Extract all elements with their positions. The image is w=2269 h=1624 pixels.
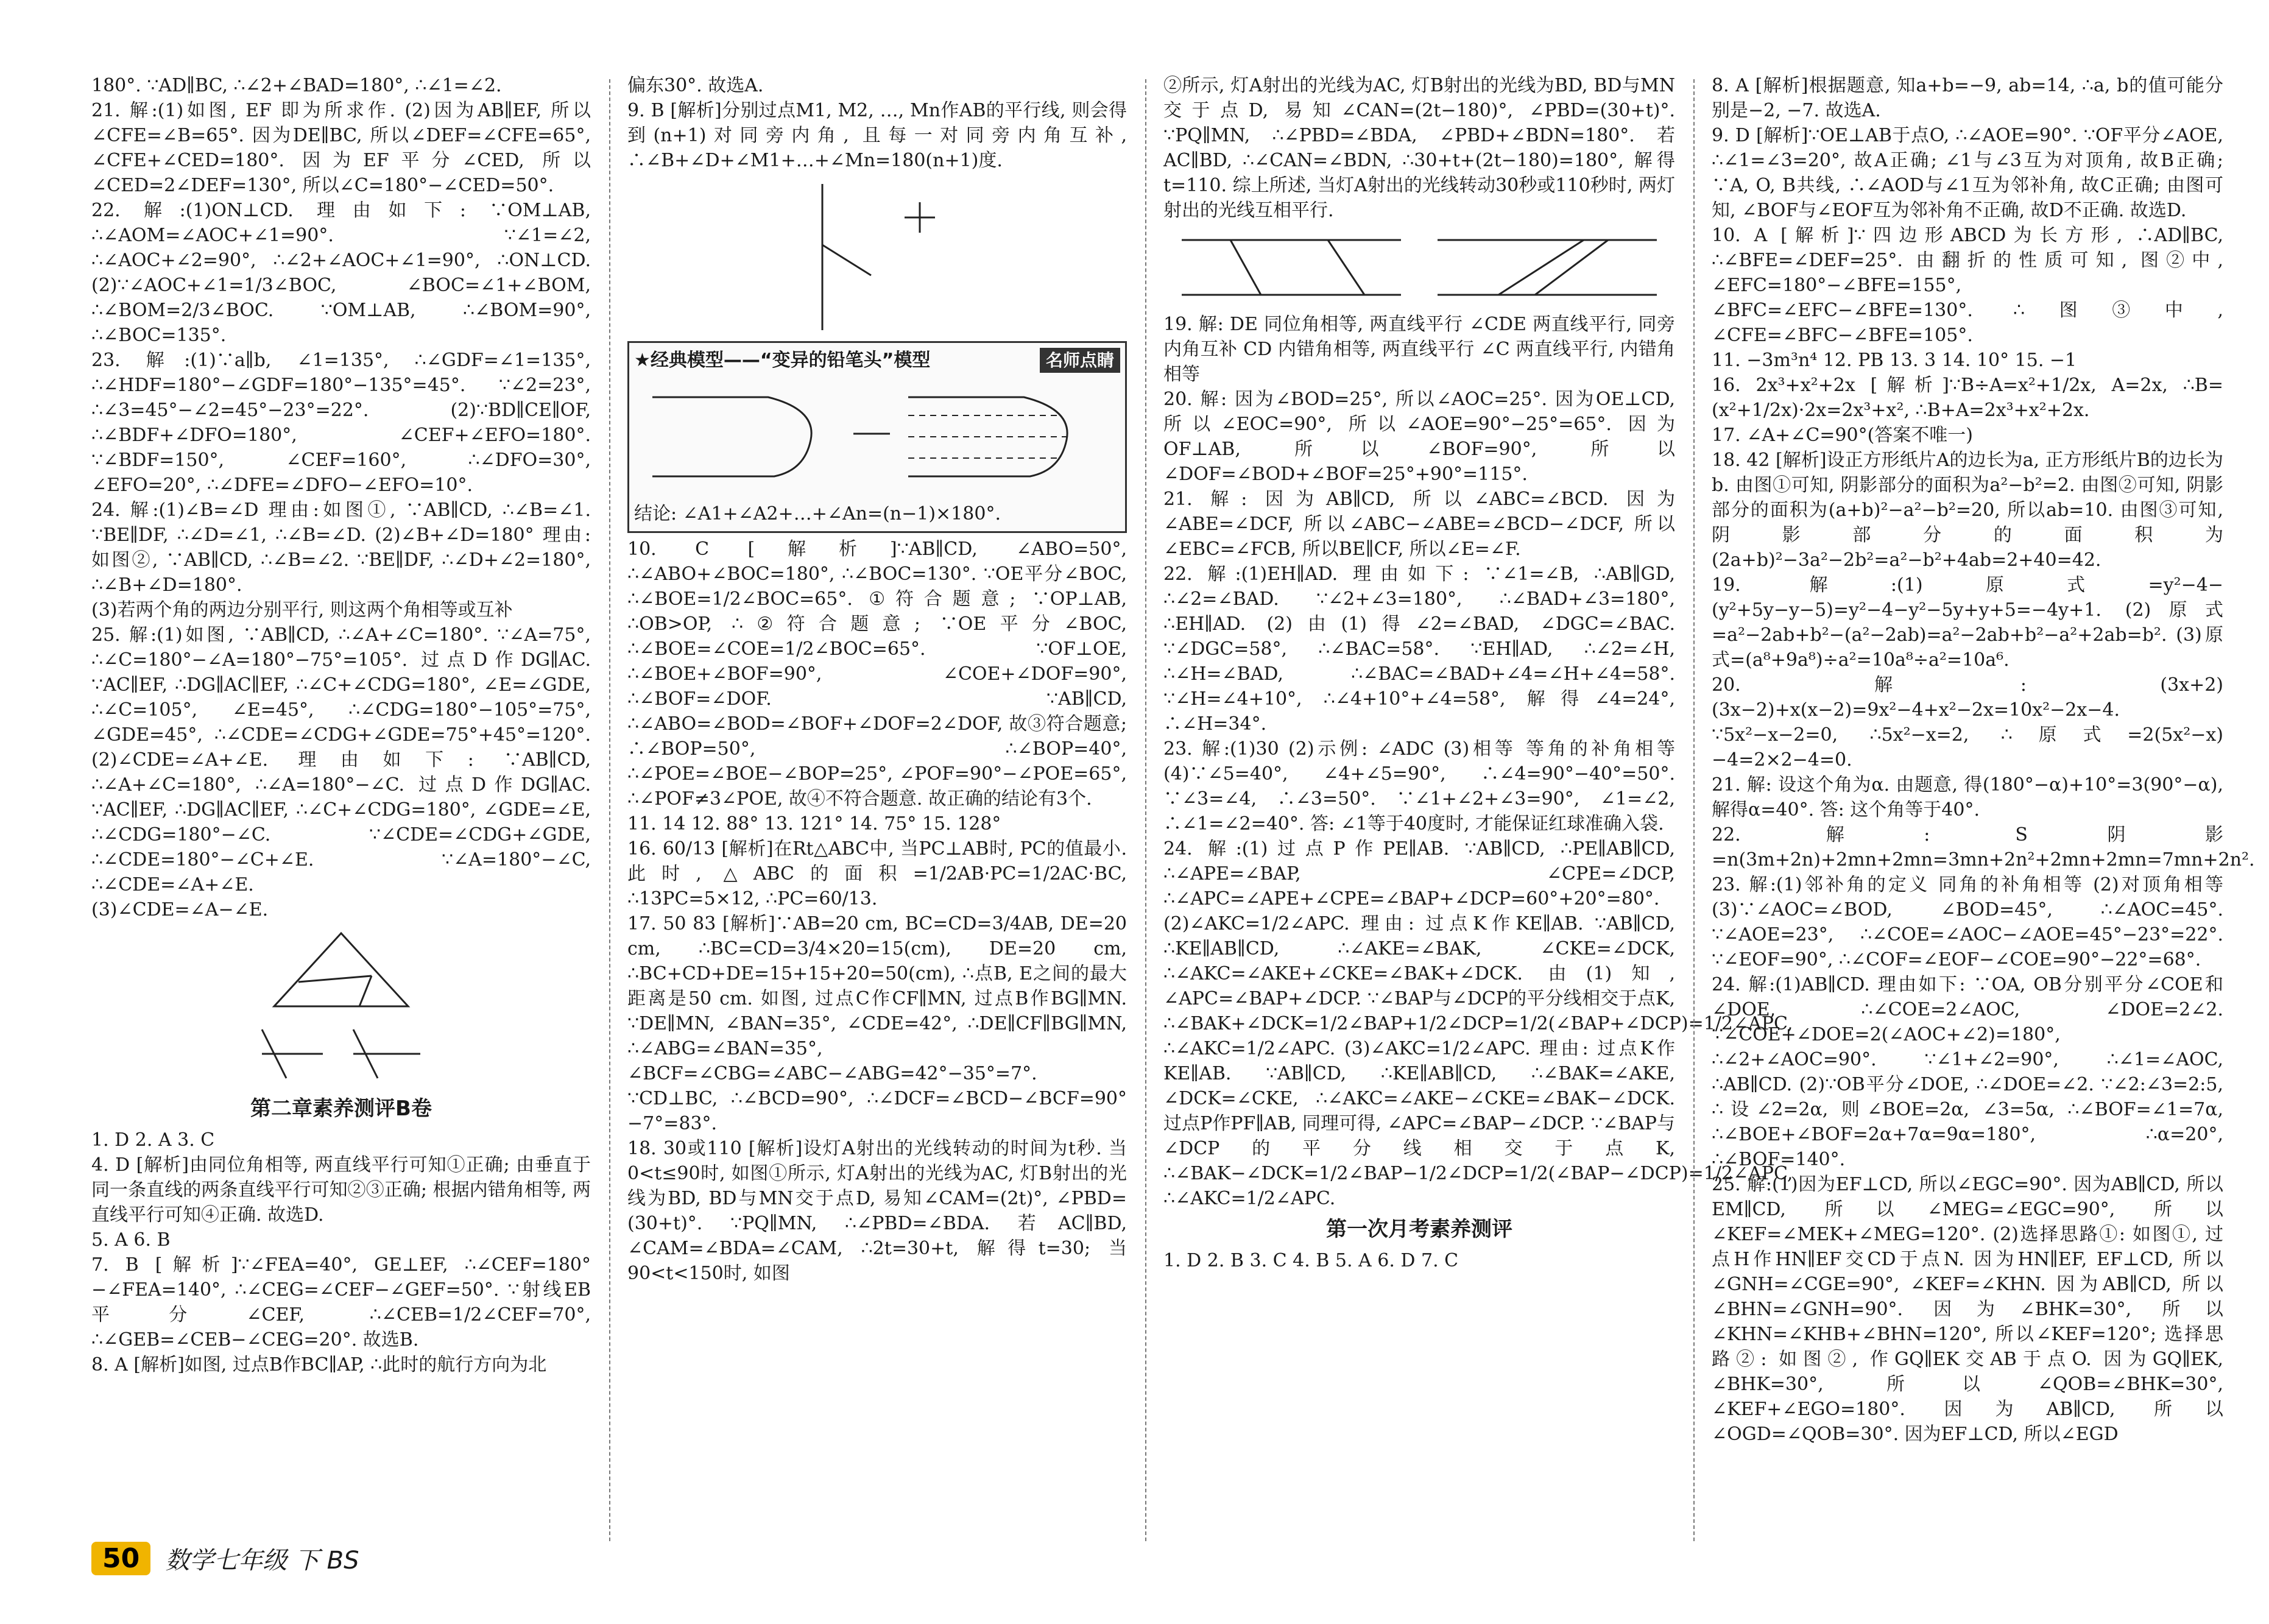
page-footer <box>91 1541 359 1576</box>
answer-paragraph: 22. 解:(1)EH∥AD. 理由如下: ∵∠1=∠B, ∴AB∥GD, ∴∠2=∠BAD. ∵∠2+∠3=180°, ∴∠BAD+∠3=180°, ∴EH∥AD. (2)由(1)得∠2=∠BAD, ∠DGC=∠BAC. ∵∠DGC=58°, ∴∠BAC=58°. ∵EH∥AD, ∴∠2=∠H, ∴∠H=∠BAD, ∴∠BAC=∠BAD+∠4=∠H+∠4=58°. ∵∠H=∠4+10°, ∴∠4+10°+∠4=58°, 解得∠4=24°, ∴∠H=34°. <box>1163 563 1675 735</box>
answer-paragraph: (3)∠CDE=∠A−∠E. <box>91 899 269 920</box>
classic-model-box <box>627 341 1127 533</box>
column-divider <box>1693 79 1695 1541</box>
column-4-body <box>1712 73 2255 1447</box>
answer-paragraph: 21. 解: 设这个角为α. 由题意, 得(180°−α)+10°=3(90°−α), 解得α=40°. 答: 这个角等于40°. <box>1712 774 2223 821</box>
answer-paragraph: 21. 解:(1)如图, EF 即为所求作. (2)因为AB∥EF, 所以∠CFE=∠B=65°. 因为DE∥BC, 所以∠DEF=∠CFE=65°, ∠CFE+∠CED=180°. 因为EF平分∠CED, 所以∠CED=2∠DEF=130°, 所以∠C=180°−∠CED=50°. <box>91 100 591 196</box>
answer-paragraph: 22. 解: S阴影=n(3m+2n)+2mn+2mn=3mn+2n²+2mn+2mn=7mn+2n². <box>1712 824 2255 870</box>
answer-paragraph: 23. 解:(1)∵a∥b, ∠1=135°, ∴∠GDF=∠1=135°, ∴∠HDF=180°−∠GDF=180°−135°=45°. ∵∠2=23°, ∴∠3=45°−∠2=45°−23°=22°. (2)∵BD∥CE∥OF, ∴∠BDF+∠DFO=180°, ∠CEF+∠EFO=180°. ∵∠BDF=150°, ∠CEF=160°, ∴∠DFO=30°, ∠EFO=20°, ∴∠DFE=∠DFO−∠EFO=10°. <box>91 350 591 496</box>
column-divider <box>609 79 610 1541</box>
answer-paragraph: 1. D 2. B 3. C 4. B 5. A 6. D 7. C <box>1163 1250 1459 1271</box>
column-3 <box>1163 73 1793 1547</box>
section-heading-monthly: 第一次月考素养测评 <box>1326 1217 1512 1241</box>
answer-paragraph: 24. 解:(1)AB∥CD. 理由如下: ∵OA, OB分别平分∠COE和∠DOE, ∴∠COE=2∠AOC, ∠DOE=2∠2. ∵∠COE+∠DOE=2(∠AOC+∠2)=180°, ∴∠2+∠AOC=90°. ∵∠1+∠2=90°, ∴∠1=∠AOC, ∴AB∥CD. (2)∵OB平分∠DOE, ∴∠DOE=∠2. ∵∠2:∠3=2:5, ∴设∠2=2α, 则∠BOE=2α, ∠3=5α, ∴∠BOF=∠1=7α, ∴∠BOE+∠BOF=2α+7α=9α=180°, ∴α=20°, ∴∠BOF=140°. <box>1712 974 2223 1170</box>
answer-paragraph: 17. ∠A+∠C=90°(答案不唯一) <box>1712 425 1973 446</box>
answer-paragraph: 17. 50 83 [解析]∵AB=20 cm, BC=CD=3/4AB, DE=20 cm, ∴BC=CD=3/4×20=15(cm), DE=20 cm, ∴BC+CD+DE=15+15+20=50(cm), ∴点B, E之间的最大距离是50 cm. 如图, 过点C作CF∥MN, 过点B作BG∥MN. ∵DE∥MN, ∠BAN=35°, ∠CDE=42°, ∴DE∥CF∥BG∥MN, ∴∠ABG=∠BAN=35°, ∠BCF=∠CBG=∠ABC−∠ABG=42°−35°=7°. ∵CD⊥BC, ∴∠BCD=90°, ∴∠DCF=∠BCD−∠BCF=90°−7°=83°. <box>627 913 1127 1134</box>
answer-paragraph: 5. A 6. B <box>91 1229 171 1251</box>
column-1-answers <box>91 1128 591 1377</box>
answer-paragraph: ②所示, 灯A射出的光线为AC, 灯B射出的光线为BD, BD与MN交于点D, 易知∠CAN=(2t−180)°, ∠PBD=(30+t)°. ∵PQ∥MN, ∴∠PBD=∠BDA, ∠PBD+∠BDN=180°. 若AC∥BD, ∴∠CAN=∠BDN, ∴30+t+(2t−180)=180°, 解得t=110. 综上所述, 当灯A射出的光线转动30秒或110秒时, 两灯射出的光线互相平行. <box>1163 75 1675 221</box>
answer-paragraph: 24. 解:(1)∠B=∠D 理由:如图①, ∵AB∥CD, ∴∠B=∠1. ∵BE∥DF, ∴∠D=∠1, ∴∠B=∠D. (2)∠B+∠D=180° 理由:如图②, ∵AB∥CD, ∴∠B=∠2. ∵BE∥DF, ∴∠D+∠2=180°, ∴∠B+∠D=180°. <box>91 500 591 596</box>
model-conclusion: 结论: ∠A1+∠A2+…+∠An=(n−1)×180°. <box>634 503 1001 524</box>
answer-paragraph: (3)若两个角的两边分别平行, 则这两个角相等或互补 <box>91 599 513 621</box>
figure-compass <box>627 178 1127 336</box>
answer-paragraph: 19. 解: DE 同位角相等, 两直线平行 ∠CDE 两直线平行, 同旁内角互补 CD 内错角相等, 两直线平行 ∠C 两直线平行, 内错角相等 <box>1163 314 1675 385</box>
figure-parallel-angles <box>91 1017 591 1090</box>
column-1 <box>91 73 591 1547</box>
pencil-model-figure <box>634 373 1109 495</box>
model-header <box>634 348 1120 373</box>
model-title: ★经典模型——“变异的铅笔头”模型 <box>634 350 931 371</box>
column-2 <box>627 73 1127 1547</box>
answer-paragraph: 21. 解: 因为AB∥CD, 所以∠ABC=∠BCD. 因为∠ABE=∠DCF, 所以∠ABC−∠ABE=∠BCD−∠DCF, 所以∠EBC=∠FCB, 所以BE∥CF, 所以∠E=∠F. <box>1163 489 1675 560</box>
answer-paragraph: 16. 60/13 [解析]在Rt△ABC中, 当PC⊥AB时, PC的值最小. 此时, △ABC的面积=1/2AB·PC=1/2AC·BC, ∴13PC=5×12, ∴PC=60/13. <box>627 838 1127 909</box>
column-1-body <box>91 73 591 922</box>
answer-paragraph: 18. 42 [解析]设正方形纸片A的边长为a, 正方形纸片B的边长为b. 由图①可知, 阴影部分的面积为a²−b²=2. 由图②可知, 阴影部分的面积为(a+b)²−a²−b²=20, 所以ab=10. 由图③可知, 阴影部分的面积为(2a+b)²−3a²−2b²=a²−b²+4ab=2+40=42. <box>1712 450 2223 571</box>
answer-paragraph: 24. 解:(1)过点P作PE∥AB. ∵AB∥CD, ∴PE∥AB∥CD, ∴∠APE=∠BAP, ∠CPE=∠DCP, ∴∠APC=∠APE+∠CPE=∠BAP+∠DCP=60°+20°=80°. <box>1163 838 1675 909</box>
column-4 <box>1712 73 2255 1547</box>
answer-paragraph: 22. 解:(1)ON⊥CD. 理由如下: ∵OM⊥AB, ∴∠AOM=∠AOC+∠1=90°. ∵∠1=∠2, ∴∠AOC+∠2=90°, ∴∠2+∠AOC+∠1=90°, ∴ON⊥CD. (2)∵∠AOC+∠1=1/3∠BOC, ∠BOC=∠1+∠BOM, ∴∠BOM=2/3∠BOC. ∵OM⊥AB, ∴∠BOM=90°, ∴∠BOC=135°. <box>91 200 591 346</box>
answer-paragraph: 25. 解:(1)如图, ∵AB∥CD, ∴∠A+∠C=180°. ∵∠A=75°, ∴∠C=180°−∠A=180°−75°=105°. 过点D作DG∥AC. ∵AC∥EF, ∴DG∥AC∥EF, ∴∠C+∠CDG=180°, ∠E=∠GDE, ∴∠C=105°, ∠E=45°, ∴∠CDG=180°−105°=75°, ∠GDE=45°, ∴∠CDE=∠CDG+∠GDE=75°+45°=120°. (2)∠CDE=∠A+∠E. 理由如下: ∵AB∥CD, ∴∠A+∠C=180°, ∴∠A=180°−∠C. 过点D作DG∥AC. ∵AC∥EF, ∴DG∥AC∥EF, ∴∠C+∠CDG=180°, ∠GDE=∠E, ∴∠CDG=180°−∠C. ∵∠CDE=∠CDG+∠GDE, ∴∠CDE=180°−∠C+∠E. ∵∠A=180°−∠C, ∴∠CDE=∠A+∠E. <box>91 624 591 895</box>
answer-paragraph: 7. B [解析]∵∠FEA=40°, GE⊥EF, ∴∠CEF=180°−∠FEA=140°, ∴∠CEG=∠CEF−∠GEF=50°. ∵射线EB平分∠CEF, ∴∠CEB=1/2∠CEF=70°, ∴∠GEB=∠CEB−∠CEG=20°. 故选B. <box>91 1254 591 1350</box>
column-divider <box>1145 79 1146 1541</box>
answer-paragraph: 8. A [解析]如图, 过点B作BC∥AP, ∴此时的航行方向为北 <box>91 1354 547 1375</box>
answer-paragraph: 180°. ∵AD∥BC, ∴∠2+∠BAD=180°, ∴∠1=∠2. <box>91 75 502 96</box>
column-3-answers <box>1163 1248 1675 1273</box>
answer-paragraph: 11. −3m³n⁴ 12. PB 13. 3 14. 10° 15. −1 <box>1712 350 2077 371</box>
answer-paragraph: 1. D 2. A 3. C <box>91 1129 215 1151</box>
answer-paragraph: 10. C [解析]∵AB∥CD, ∠ABO=50°, ∴∠ABO+∠BOC=180°, ∴∠BOC=130°. ∵OE平分∠BOC, ∴∠BOE=1/2∠BOC=65°. ①符合题意; ∵OP⊥AB, ∴OB>OP, ∴②符合题意; ∵OE平分∠BOC, ∴∠BOE=∠COE=1/2∠BOC=65°. ∵OF⊥OE, ∴∠BOE+∠BOF=90°, ∠COE+∠DOF=90°, ∴∠BOF=∠DOF. ∵AB∥CD, ∴∠ABO=∠BOD=∠BOF+∠DOF=2∠DOF, 故③符合题意; ∴∠BOP=50°, ∴∠BOP=40°, ∴∠POE=∠BOE−∠BOP=25°, ∠POF=90°−∠POE=65°, ∴∠POF≠3∠POE, 故④不符合题意. 故正确的结论有3个. <box>627 538 1127 810</box>
page-number: 50 <box>91 1542 150 1575</box>
answer-paragraph: 18. 30或110 [解析]设灯A射出的光线转动的时间为t秒. 当0<t≤90时, 如图①所示, 灯A射出的光线为AC, 灯B射出的光线为BD, BD与MN交于点D, 易知∠CAM=(2t)°, ∠PBD=(30+t)°. ∵PQ∥MN, ∴∠PBD=∠BDA. 若AC∥BD, ∠CAM=∠BDA=∠CAM, ∴2t=30+t, 解得t=30; 当90<t<150时, 如图 <box>627 1138 1127 1284</box>
column-2-answers <box>627 537 1127 1286</box>
answer-paragraph: 20. 解: 因为∠BOD=25°, 所以∠AOC=25°. 因为OE⊥CD, 所以∠EOC=90°, 所以∠AOE=90°−25°=65°. 因为OF⊥AB, 所以∠BOF=90°, 所以∠DOF=∠BOD+∠BOF=25°+90°=115°. <box>1163 389 1675 485</box>
answer-paragraph: 9. D [解析]∵OE⊥AB于点O, ∴∠AOE=90°. ∵OF平分∠AOE, ∴∠1=∠3=20°, 故A正确; ∠1与∠3互为对顶角, 故B正确; ∵A, O, B共线, ∴∠AOD与∠1互为邻补角, 故C正确; 由图可知, ∠BOF与∠EOF互为邻补角不正确, 故D不正确. 故选D. <box>1712 125 2223 221</box>
answer-paragraph: 19. 解:(1)原式=y²−4−(y²+5y−y−5)=y²−4−y²−5y+y+5=−4y+1. (2)原式=a²−2ab+b²−(a²−2ab)=a²−2ab+b²−a²+2ab=b². (3)原式=(a⁸+9a⁸)÷a²=10a⁸÷a²=10a⁶. <box>1712 574 2223 671</box>
answer-paragraph: 23. 解:(1)邻补角的定义 同角的补角相等 (2)对顶角相等 (3)∵∠AOC=∠BOD, ∠BOD=45°, ∴∠AOC=45°. ∵∠AOE=23°, ∴∠COE=∠AOC−∠AOE=45°−23°=22°. ∵∠EOF=90°, ∴∠COF=∠EOF−∠COE=90°−22°=68°. <box>1712 874 2223 970</box>
answer-paragraph: 16. 2x³+x²+2x [解析]∵B÷A=x²+1/2x, A=2x, ∴B=(x²+1/2x)·2x=2x³+x², ∴B+A=2x³+x²+2x. <box>1712 375 2223 421</box>
figure-triangle <box>91 927 591 1012</box>
answer-paragraph: 23. 解:(1)30 (2)示例: ∠ADC (3)相等 等角的补角相等 (4)∵∠5=40°, ∠4+∠5=90°, ∴∠4=90°−40°=50°. ∵∠3=∠4, ∴∠3=50°. ∵∠1+∠2+∠3=90°, ∠1=∠2, ∴∠1=∠2=40°. 答: ∠1等于40度时, 才能保证红球准确入袋. <box>1163 738 1675 835</box>
model-badge: 名师点睛 <box>1040 348 1120 373</box>
answer-paragraph: 25. 解:(1)因为EF⊥CD, 所以∠EGC=90°. 因为AB∥CD, 所以EM∥CD, 所以∠MEG=∠EGC=90°, 所以∠KEF=∠MEK+∠MEG=120°. (2)选择思路①: 如图①, 过点H作HN∥EF交CD于点N. 因为HN∥EF, EF⊥CD, 所以∠GNH=∠CGE=90°, ∠KEF=∠KHN. 因为AB∥CD, 所以∠BHN=∠GNH=90°. 因为∠BHK=30°, 所以∠KHN=∠KHB+∠BHN=120°, 所以∠KEF=120°; 选择思路②: 如图②, 作GQ∥EK交AB于点O. 因为GQ∥EK, ∠BHK=30°, 所以∠QOB=∠BHK=30°, ∠KEF+∠EGO=180°. 因为AB∥CD, 所以∠OGD=∠QOB=30°. 因为EF⊥CD, 所以∠EGD <box>1712 1174 2223 1445</box>
book-title: 数学七年级 下 BS <box>165 1547 359 1575</box>
section-heading-b: 第二章素养测评B卷 <box>250 1096 432 1121</box>
answer-paragraph: (2)∠AKC=1/2∠APC. 理由: 过点K作KE∥AB. ∵AB∥CD, ∴KE∥AB∥CD, ∴∠AKE=∠BAK, ∠CKE=∠DCK, ∴∠AKC=∠AKE+∠CKE=∠BAK+∠DCK. 由(1)知, ∠APC=∠BAP+∠DCP. ∵∠BAP与∠DCP的平分线相交于点K, ∴∠BAK+∠DCK=1/2∠BAP+1/2∠DCP=1/2(∠BAP+∠DCP)=1/2∠APC, ∴∠AKC=1/2∠APC. (3)∠AKC=1/2∠APC. 理由: 过点K作KE∥AB. ∵AB∥CD, ∴KE∥AB∥CD, ∴∠BAK=∠AKE, ∠DCK=∠CKE, ∴∠AKC=∠AKE−∠CKE=∠BAK−∠DCK. 过点P作PF∥AB, 同理可得, ∠APC=∠BAP−∠DCP. ∵∠BAP与∠DCP的平分线相交于点K, ∴∠BAK−∠DCK=1/2∠BAP−1/2∠DCP=1/2(∠BAP−∠DCP)=1/2∠APC, ∴∠AKC=1/2∠APC. <box>1163 913 1793 1209</box>
answer-paragraph: 20. 解: (3x+2)(3x−2)+x(x−2)=9x²−4+x²−2x=10x²−2x−4. ∵5x²−x−2=0, ∴5x²−x=2, ∴原式=2(5x²−x)−4=2×2−4=0. <box>1712 674 2223 771</box>
answer-paragraph: 10. A [解析]∵四边形ABCD为长方形, ∴AD∥BC, ∴∠BFE=∠DEF=25°. 由翻折的性质可知, 图②中, ∠EFC=180°−∠BFE=155°, ∠BFC=∠EFC−∠BFE=130°. ∴图③中, ∠CFE=∠BFC−∠BFE=105°. <box>1712 225 2223 346</box>
answer-paragraph: 8. A [解析]根据题意, 知a+b=−9, ab=14, ∴a, b的值可能分别是−2, −7. 故选A. <box>1712 75 2223 121</box>
answer-paragraph: 9. B [解析]分别过点M1, M2, …, Mn作AB的平行线, 则会得到(n+1)对同旁内角, 且每一对同旁内角互补, ∴∠B+∠D+∠M1+…+∠Mn=180(n+1)度. <box>627 100 1127 171</box>
answer-paragraph: 4. D [解析]由同位角相等, 两直线平行可知①正确; 由垂直于同一条直线的两条直线平行可知②③正确; 根据内错角相等, 两直线平行可知④正确. 故选D. <box>91 1154 591 1226</box>
answer-paragraph: 11. 14 12. 88° 13. 121° 14. 75° 15. 128° <box>627 813 1001 835</box>
column-3-intro <box>1163 73 1675 223</box>
figure-parallel-lights <box>1163 228 1675 307</box>
answer-paragraph: 偏东30°. 故选A. <box>627 75 764 96</box>
column-3-body <box>1163 312 1793 1211</box>
column-2-body <box>627 73 1127 173</box>
